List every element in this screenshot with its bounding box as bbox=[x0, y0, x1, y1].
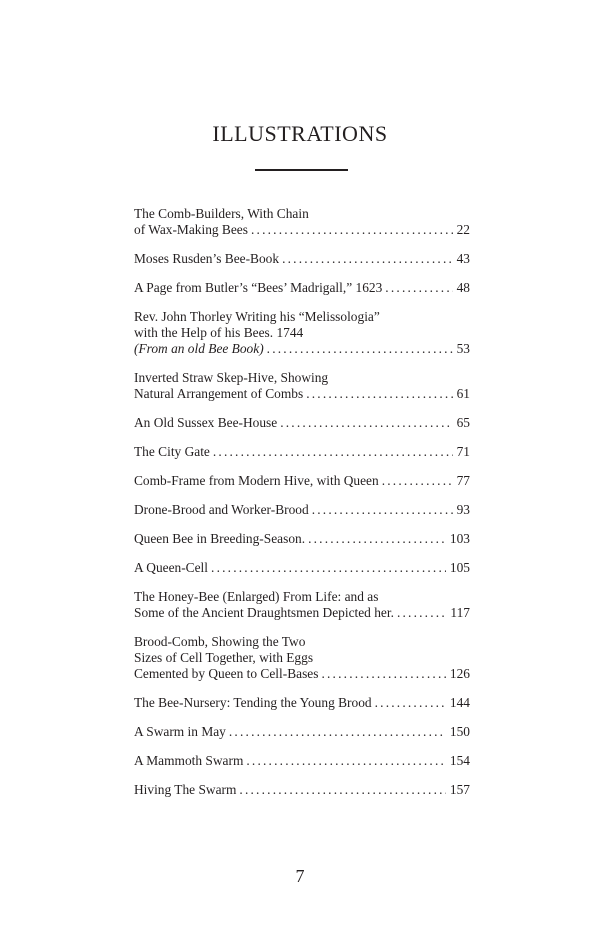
entry-line bbox=[134, 222, 470, 238]
entry-line bbox=[134, 341, 470, 357]
entry-title: (From an old Bee Book) bbox=[134, 341, 264, 356]
entry-page-number: 77 bbox=[456, 473, 470, 488]
dot-leader bbox=[308, 531, 446, 547]
list-item bbox=[134, 415, 470, 431]
page-title: ILLUSTRATIONS bbox=[212, 121, 388, 146]
entry-page-number: 154 bbox=[449, 753, 470, 768]
entry-title-line: with the Help of his Bees. 1744 bbox=[134, 325, 304, 340]
entry-line bbox=[134, 444, 470, 460]
entry-line bbox=[134, 531, 470, 547]
list-item bbox=[134, 782, 470, 798]
entry-page-number: 93 bbox=[456, 502, 470, 517]
list-item bbox=[134, 560, 470, 576]
entry-line bbox=[134, 695, 470, 711]
entry-title: Queen Bee in Breeding-Season. bbox=[134, 531, 306, 546]
entry-page-number: 126 bbox=[449, 666, 470, 681]
entry-title: The City Gate bbox=[134, 444, 210, 459]
entry-line bbox=[134, 782, 470, 798]
dot-leader bbox=[251, 222, 453, 238]
entry-page-number: 43 bbox=[456, 251, 470, 266]
dot-leader bbox=[280, 415, 452, 431]
list-item bbox=[134, 531, 470, 547]
entry-page-number: 22 bbox=[456, 222, 470, 237]
dot-leader bbox=[282, 251, 453, 267]
entry-line bbox=[134, 605, 470, 621]
list-item bbox=[134, 251, 470, 267]
dot-leader bbox=[229, 724, 446, 740]
list-item bbox=[134, 502, 470, 518]
entry-line bbox=[134, 415, 470, 431]
entry-page-number: 157 bbox=[449, 782, 470, 797]
entry-title: An Old Sussex Bee-House bbox=[134, 415, 278, 430]
entry-title: A Mammoth Swarm bbox=[134, 753, 244, 768]
dot-leader bbox=[267, 341, 453, 357]
entry-title: The Bee-Nursery: Tending the Young Brood bbox=[134, 695, 372, 710]
entry-page-number: 71 bbox=[456, 444, 470, 459]
entry-title-line: Inverted Straw Skep-Hive, Showing bbox=[134, 370, 329, 385]
dot-leader bbox=[239, 782, 446, 798]
list-item bbox=[134, 753, 470, 769]
entry-line bbox=[134, 473, 470, 489]
entry-title: Comb-Frame from Modern Hive, with Queen bbox=[134, 473, 379, 488]
entry-title: Natural Arrangement of Combs bbox=[134, 386, 304, 401]
list-item bbox=[134, 206, 470, 238]
list-item bbox=[134, 444, 470, 460]
entry-title: A Page from Butler’s “Bees’ Madrigall,” 1623 bbox=[134, 280, 383, 295]
entry-title: of Wax-Making Bees bbox=[134, 222, 248, 237]
title-rule bbox=[255, 169, 348, 171]
page-number: 7 bbox=[295, 866, 305, 886]
dot-leader bbox=[213, 444, 453, 460]
dot-leader bbox=[211, 560, 446, 576]
dot-leader bbox=[246, 753, 446, 769]
entry-page-number: 61 bbox=[456, 386, 470, 401]
entry-title: Some of the Ancient Draughtsmen Depicted her. bbox=[134, 605, 394, 620]
entry-line bbox=[134, 386, 470, 402]
entry-title: Cemented by Queen to Cell-Bases bbox=[134, 666, 319, 681]
list-item bbox=[134, 634, 470, 682]
entry-title: Moses Rusden’s Bee-Book bbox=[134, 251, 280, 266]
entry-line bbox=[134, 280, 470, 296]
entry-line bbox=[134, 502, 470, 518]
entry-line bbox=[134, 560, 470, 576]
list-item bbox=[134, 473, 470, 489]
entry-line bbox=[134, 251, 470, 267]
list-item bbox=[134, 724, 470, 740]
dot-leader bbox=[312, 502, 453, 518]
list-item bbox=[134, 370, 470, 402]
entry-page-number: 53 bbox=[456, 341, 470, 356]
entry-title: A Swarm in May bbox=[134, 724, 226, 739]
entry-title-line: Sizes of Cell Together, with Eggs bbox=[134, 650, 314, 665]
entry-title-line: Rev. John Thorley Writing his “Melissologia” bbox=[134, 309, 380, 324]
entry-page-number: 65 bbox=[456, 415, 470, 430]
entry-title-line: Brood-Comb, Showing the Two bbox=[134, 634, 306, 649]
entry-page-number: 117 bbox=[450, 605, 470, 620]
entry-line bbox=[134, 724, 470, 740]
illustrations-list bbox=[134, 206, 470, 811]
entry-page-number: 105 bbox=[449, 560, 470, 575]
dot-leader bbox=[382, 473, 453, 489]
entry-page-number: 103 bbox=[449, 531, 470, 546]
list-item bbox=[134, 695, 470, 711]
list-item bbox=[134, 309, 470, 357]
entry-title: Hiving The Swarm bbox=[134, 782, 237, 797]
entry-page-number: 150 bbox=[449, 724, 470, 739]
list-item bbox=[134, 280, 470, 296]
entry-title: A Queen-Cell bbox=[134, 560, 209, 575]
list-item bbox=[134, 589, 470, 621]
dot-leader bbox=[385, 280, 452, 296]
dot-leader bbox=[306, 386, 452, 402]
entry-line bbox=[134, 666, 470, 682]
entry-title-line: The Honey-Bee (Enlarged) From Life: and as bbox=[134, 589, 379, 604]
entry-page-number: 144 bbox=[449, 695, 470, 710]
dot-leader bbox=[397, 605, 446, 621]
entry-title-line: The Comb-Builders, With Chain bbox=[134, 206, 309, 221]
entry-title: Drone-Brood and Worker-Brood bbox=[134, 502, 309, 517]
entry-line bbox=[134, 753, 470, 769]
entry-page-number: 48 bbox=[456, 280, 470, 295]
dot-leader bbox=[321, 666, 445, 682]
dot-leader bbox=[375, 695, 446, 711]
